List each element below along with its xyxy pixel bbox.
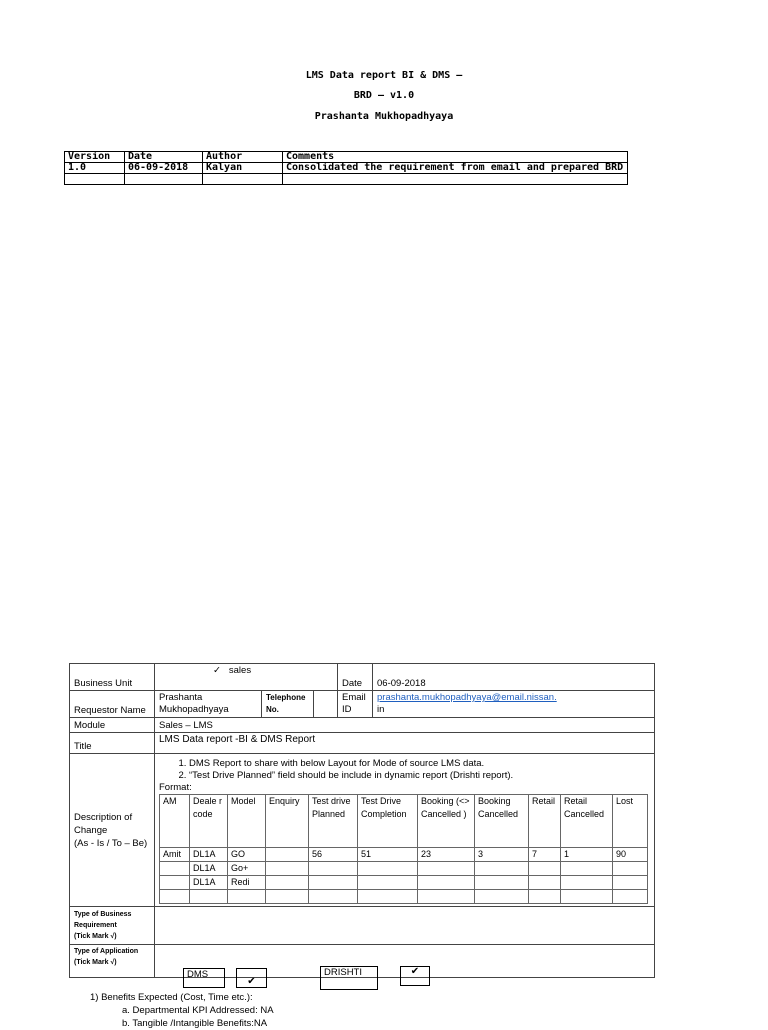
dealer-code-col-header: Deale r code xyxy=(190,795,228,848)
module-row xyxy=(70,718,655,733)
table-cell xyxy=(613,876,648,890)
retail-cancelled-col-header: Retail Cancelled xyxy=(561,795,613,848)
type-of-requirement-row xyxy=(70,907,655,945)
drishti-label: DRISHTI xyxy=(324,967,362,978)
type-of-requirement-label-cell xyxy=(70,907,155,945)
title-row xyxy=(70,733,655,754)
comments-cell xyxy=(283,174,628,185)
benefits-heading: 1) Benefits Expected (Cost, Time etc.): xyxy=(90,992,253,1003)
type-of-requirement-label-2: Requirement xyxy=(74,922,117,929)
table-cell xyxy=(529,890,561,904)
table-cell xyxy=(160,890,190,904)
business-requirement-table xyxy=(69,663,655,978)
business-unit-label: Business Unit xyxy=(70,664,155,691)
table-cell xyxy=(561,876,613,890)
requestor-row xyxy=(70,691,655,718)
date-value: 06-09-2018 xyxy=(373,664,655,691)
telephone-label: Telephone xyxy=(266,693,306,702)
comments-cell: Consolidated the requirement from email and prepared BRD xyxy=(283,163,628,174)
description-point: 1. DMS Report to share with below Layout for Mode of source LMS data. xyxy=(189,758,648,770)
table-cell: DL1A xyxy=(190,848,228,862)
comments-col-header: Comments xyxy=(283,152,628,163)
benefits-section xyxy=(90,991,274,1030)
model-col-header: Model xyxy=(228,795,266,848)
type-of-application-label-cell xyxy=(70,945,155,978)
author-cell xyxy=(203,174,283,185)
table-cell xyxy=(160,862,190,876)
table-cell xyxy=(190,890,228,904)
table-cell: 7 xyxy=(529,848,561,862)
version-history-table xyxy=(64,151,628,185)
table-cell xyxy=(529,862,561,876)
business-unit-row xyxy=(70,664,655,691)
type-of-application-label-2: (Tick Mark √) xyxy=(74,959,117,966)
drishti-checkbox[interactable] xyxy=(400,966,430,986)
date-label: Date xyxy=(338,664,373,691)
table-cell xyxy=(160,876,190,890)
module-label: Module xyxy=(70,718,155,733)
table-cell xyxy=(418,876,475,890)
table-row xyxy=(160,890,648,904)
doc-author: Prashanta Mukhopadhyaya xyxy=(314,111,454,122)
description-label: Description of xyxy=(74,811,133,823)
test-drive-completion-col-header: Test Drive Completion xyxy=(358,795,418,848)
format-header-row xyxy=(160,795,648,848)
business-unit-value-cell xyxy=(155,664,338,691)
check-icon: ✔ xyxy=(410,966,420,977)
type-of-requirement-label: Type of Business xyxy=(74,911,132,918)
table-cell xyxy=(358,876,418,890)
test-drive-planned-col-header: Test drive Planned xyxy=(309,795,358,848)
email-link-tail: in xyxy=(377,704,385,715)
description-label-change: Change xyxy=(74,824,108,836)
date-cell xyxy=(125,174,203,185)
table-cell xyxy=(309,890,358,904)
author-col-header: Author xyxy=(203,152,283,163)
table-cell: 51 xyxy=(358,848,418,862)
requestor-value-cell xyxy=(155,691,262,718)
table-cell: 90 xyxy=(613,848,648,862)
dms-application-box xyxy=(183,968,225,988)
table-cell: 23 xyxy=(418,848,475,862)
requestor-first-name: Prashanta xyxy=(159,692,203,703)
table-row xyxy=(160,848,648,862)
booking-col-header: Booking (<> Cancelled ) xyxy=(418,795,475,848)
table-cell: Amit xyxy=(160,848,190,862)
table-cell xyxy=(309,862,358,876)
requestor-label: Requestor Name xyxy=(70,691,155,718)
table-cell: Go+ xyxy=(228,862,266,876)
am-col-header: AM xyxy=(160,795,190,848)
table-cell: GO xyxy=(228,848,266,862)
type-of-requirement-label-3: (Tick Mark √) xyxy=(74,933,117,940)
version-cell: 1.0 xyxy=(65,163,125,174)
table-cell: 56 xyxy=(309,848,358,862)
table-cell xyxy=(475,890,529,904)
version-cell xyxy=(65,174,125,185)
table-cell xyxy=(418,890,475,904)
table-cell xyxy=(613,862,648,876)
lost-col-header: Lost xyxy=(613,795,648,848)
version-header-row xyxy=(65,152,628,163)
version-col-header: Version xyxy=(65,152,125,163)
table-cell: DL1A xyxy=(190,862,228,876)
table-cell: Redi xyxy=(228,876,266,890)
telephone-label-cell xyxy=(262,691,314,718)
telephone-value xyxy=(314,691,338,718)
title-value: LMS Data report -BI & DMS Report xyxy=(155,733,655,754)
check-icon: ✓ xyxy=(213,665,221,676)
dms-label: DMS xyxy=(187,969,209,980)
table-cell xyxy=(266,848,309,862)
description-content xyxy=(155,754,655,907)
business-unit-value: sales xyxy=(228,665,252,676)
booking-cancelled-col-header: Booking Cancelled xyxy=(475,795,529,848)
table-cell xyxy=(613,890,648,904)
table-row xyxy=(160,862,648,876)
table-cell xyxy=(475,862,529,876)
table-cell xyxy=(358,890,418,904)
description-point: 2. “Test Drive Planned” field should be include in dynamic report (Drishti report). xyxy=(189,770,648,782)
table-cell xyxy=(418,862,475,876)
date-col-header: Date xyxy=(125,152,203,163)
title-label: Title xyxy=(70,733,155,754)
author-cell: Kalyan xyxy=(203,163,283,174)
table-cell: 3 xyxy=(475,848,529,862)
table-cell xyxy=(266,862,309,876)
type-of-requirement-value[interactable] xyxy=(155,907,655,945)
check-icon: ✔ xyxy=(247,976,256,987)
format-label: Format: xyxy=(159,782,192,793)
table-cell xyxy=(561,890,613,904)
email-label-id: ID xyxy=(342,704,352,715)
description-label-asis: (As - Is / To – Be) xyxy=(74,837,148,849)
format-table xyxy=(159,794,648,904)
drishti-application-box xyxy=(320,966,378,990)
table-row xyxy=(65,174,628,185)
table-cell xyxy=(266,876,309,890)
table-row xyxy=(65,163,628,174)
doc-title-line-2: BRD – v1.0 xyxy=(353,90,415,101)
description-label-cell xyxy=(70,754,155,907)
email-label-cell xyxy=(338,691,373,718)
email-label: Email xyxy=(342,692,366,703)
table-cell: 1 xyxy=(561,848,613,862)
requestor-last-name: Mukhopadhyaya xyxy=(159,704,229,715)
date-cell: 06-09-2018 xyxy=(125,163,203,174)
retail-col-header: Retail xyxy=(529,795,561,848)
table-cell xyxy=(309,876,358,890)
description-list xyxy=(159,758,648,782)
email-link[interactable]: prashanta.mukhopadhyaya@email.nissan. xyxy=(377,692,557,703)
table-row xyxy=(160,876,648,890)
type-of-application-label: Type of Application xyxy=(74,948,139,955)
table-cell xyxy=(266,890,309,904)
telephone-label-no: No. xyxy=(266,705,279,714)
description-row xyxy=(70,754,655,907)
dms-checkbox[interactable] xyxy=(236,968,267,988)
doc-title-line-1: LMS Data report BI & DMS – xyxy=(305,70,463,81)
module-value: Sales – LMS xyxy=(155,718,655,733)
benefit-item-kpi: a. Departmental KPI Addressed: NA xyxy=(122,1005,274,1016)
enquiry-col-header: Enquiry xyxy=(266,795,309,848)
table-cell xyxy=(529,876,561,890)
benefit-item-tangible: b. Tangible /Intangible Benefits:NA xyxy=(122,1018,268,1029)
table-cell xyxy=(561,862,613,876)
table-cell xyxy=(475,876,529,890)
table-cell xyxy=(358,862,418,876)
table-cell xyxy=(228,890,266,904)
email-value-cell[interactable] xyxy=(373,691,655,718)
table-cell: DL1A xyxy=(190,876,228,890)
